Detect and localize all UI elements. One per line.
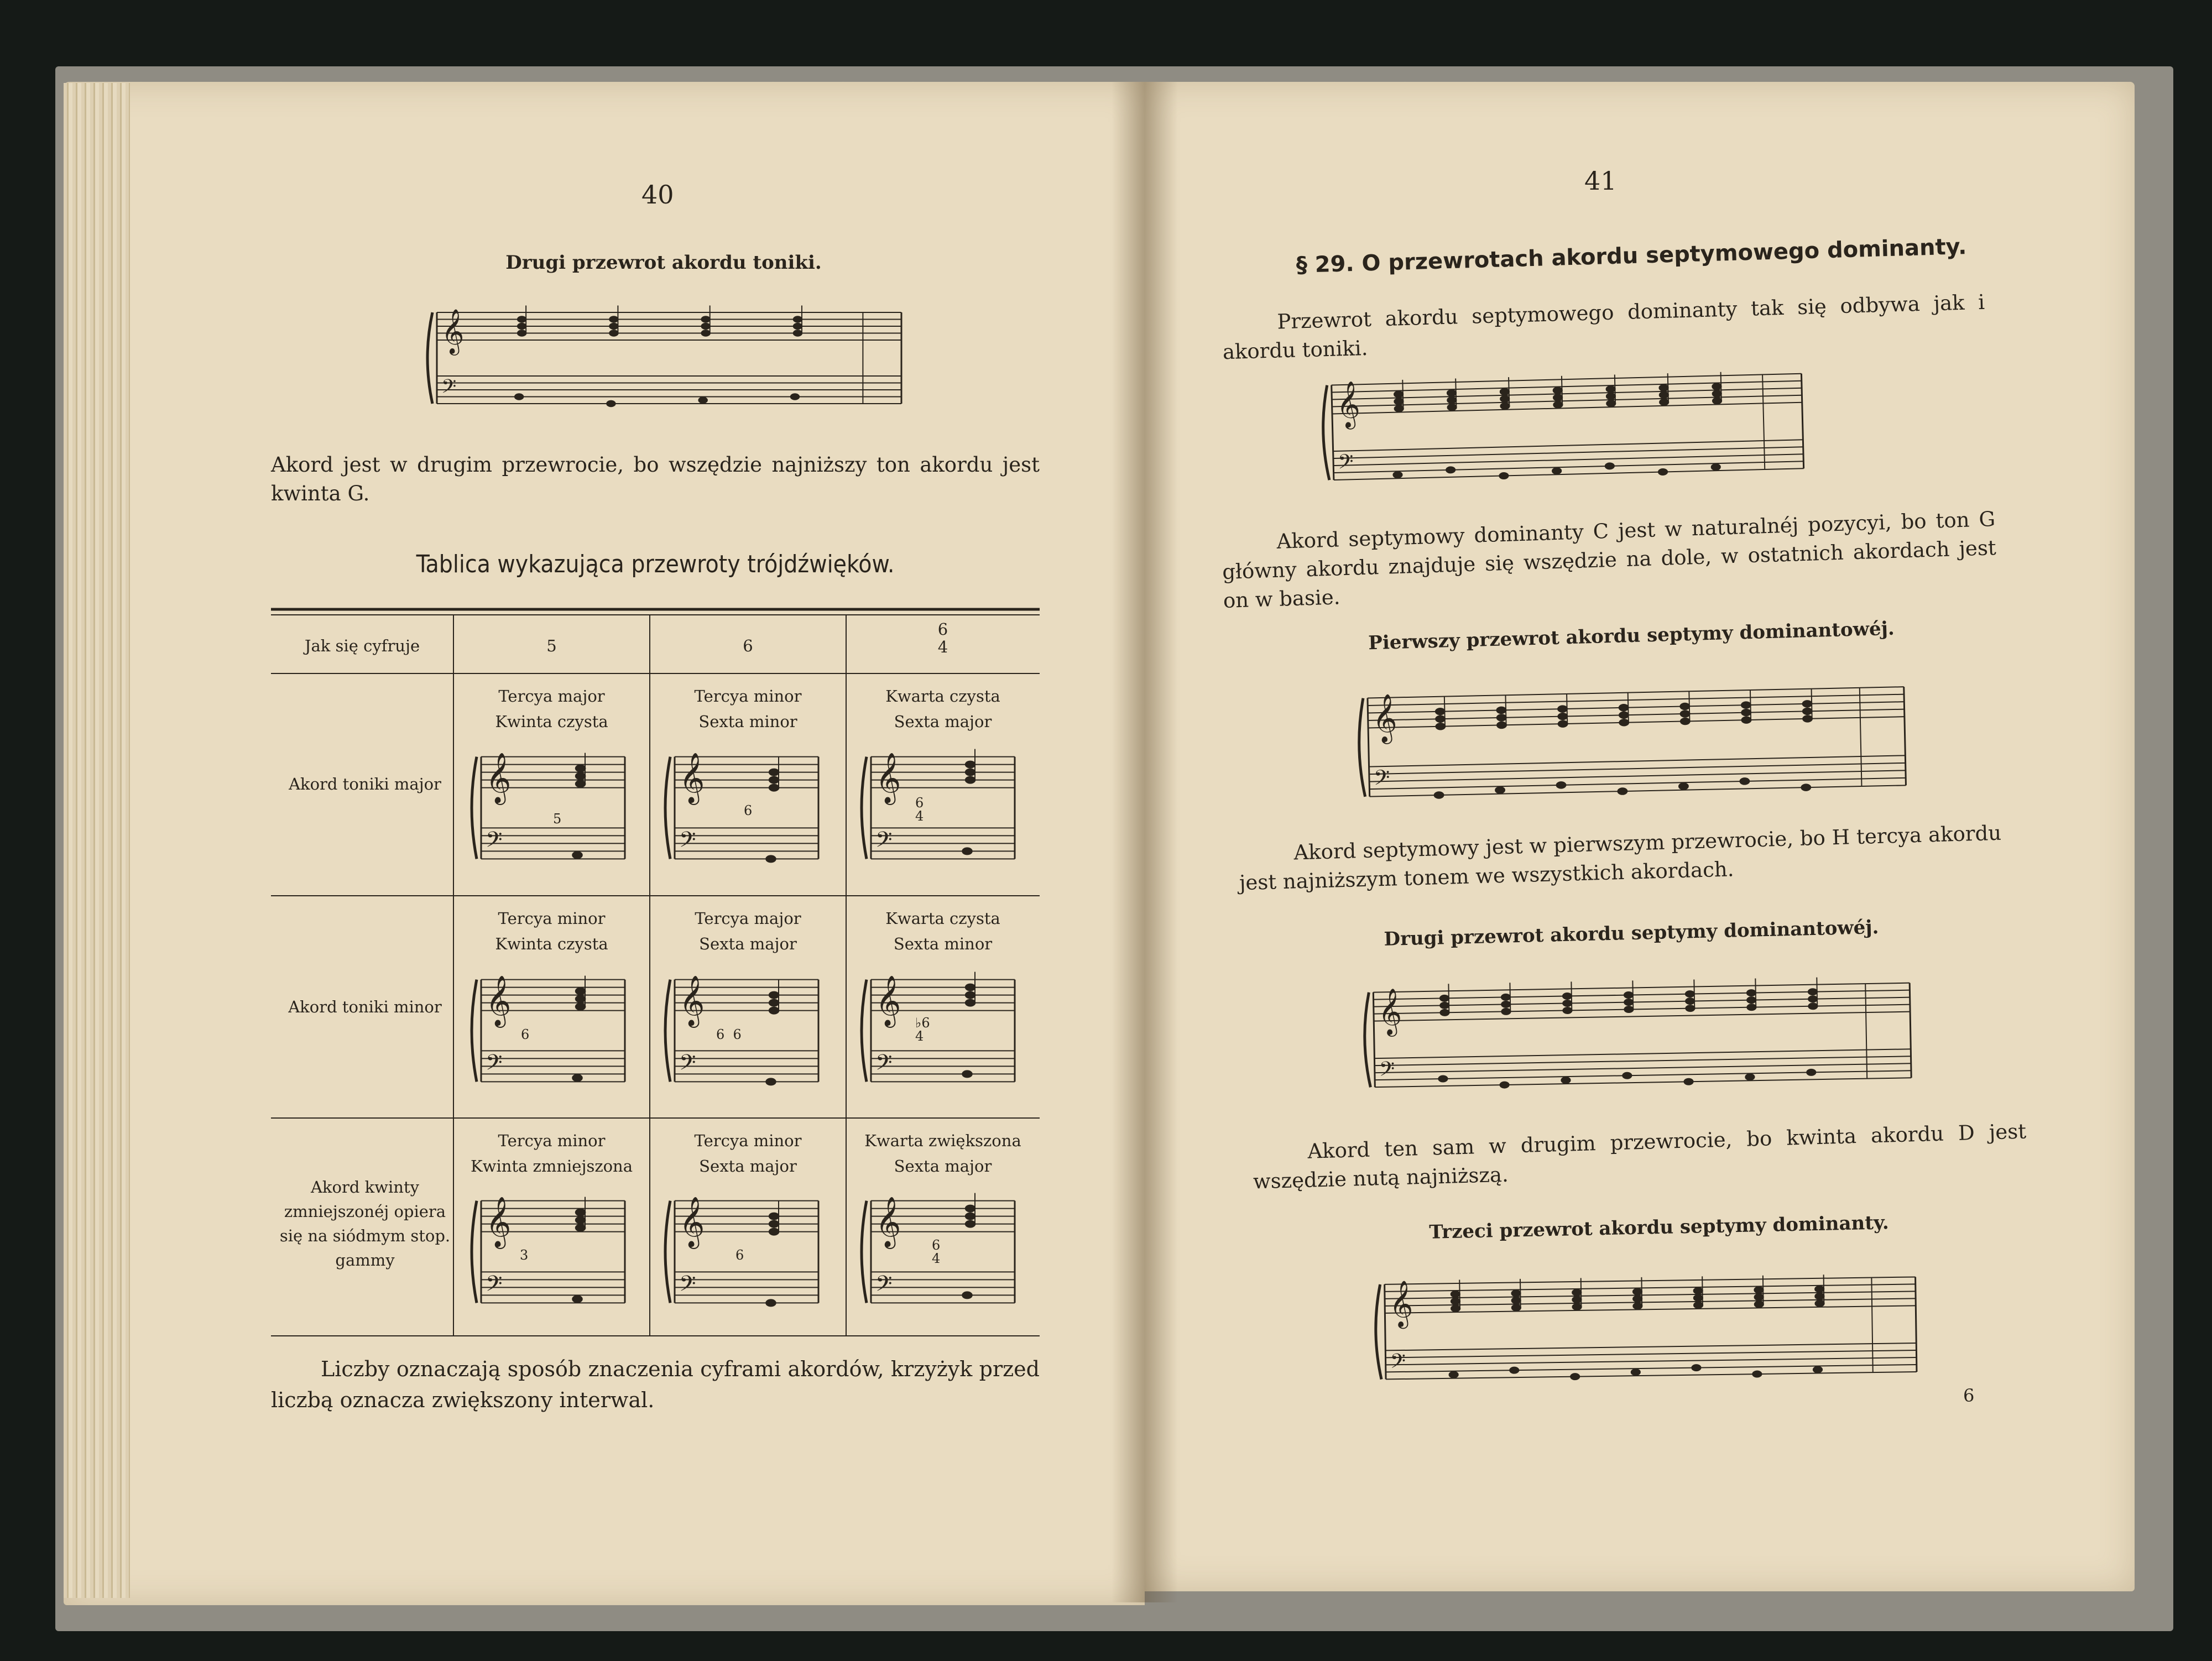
table-column-2: 6 [743,636,753,655]
table-column-1: 5 [546,636,557,655]
music-cell-2-1 [465,961,630,1116]
row-label-2: Akord toniki minor [288,997,442,1016]
music-example-right-1 [1314,356,1815,512]
cell-3-1: Tercya minor Kwinta zmniejszona [470,1131,633,1176]
row-label-3: Akord kwinty zmniejszonéj opiera się na siódmym stop. gammy [279,1178,451,1270]
right-para2: Akord septymowy jest w pierwszym przewrocie, bo H tercya akordu jest najniższym tonem we wszystkich akordach. [1239,821,2002,895]
cell-2-3: Kwarta czysta Sexta minor [885,909,1000,953]
left-paragraph: Akord jest w drugim przewrocie, bo wszędzie najniższy ton akordu jest kwinta G. [271,453,1040,505]
music-example-right-4 [1368,1260,1928,1411]
svg-text:𝄞: 𝄞 [1378,988,1402,1036]
figure-1-1: 5 [553,811,562,827]
svg-text:𝄢: 𝄢 [1390,1349,1406,1378]
svg-text:𝄢: 𝄢 [1337,450,1354,479]
row-label-1: Akord toniki major [289,775,441,793]
svg-text:𝄢: 𝄢 [679,827,696,858]
svg-text:𝄞: 𝄞 [679,753,705,803]
svg-text:𝄢: 𝄢 [875,1050,893,1081]
table-column-3: 6 4 [937,620,948,656]
svg-text:𝄢: 𝄢 [875,1271,893,1302]
svg-text:𝄞: 𝄞 [441,308,465,354]
cell-2-1: Tercya minor Kwinta czysta [495,909,608,953]
cell-1-3: Kwarta czysta Sexta major [885,687,1000,731]
figure-3-3: 6 4 [932,1237,941,1266]
svg-text:𝄢: 𝄢 [486,827,503,858]
music-example-right-2 [1350,668,1917,829]
left-page-number: 40 [641,180,674,210]
cell-2-2: Tercya major Sexta major [695,909,801,953]
music-cell-1-3 [854,738,1020,893]
svg-text:𝄞: 𝄞 [486,1197,512,1247]
svg-text:𝄢: 𝄢 [486,1271,503,1302]
music-cell-2-3 [854,961,1020,1116]
figure-1-3: 6 4 [915,795,924,824]
music-example-right-3 [1357,965,1923,1119]
music-example-left-1 [420,296,918,434]
figure-3-2: 6 [735,1247,744,1263]
svg-text:𝄞: 𝄞 [679,1197,705,1247]
cell-1-1: Tercya major Kwinta czysta [495,687,608,731]
svg-text:𝄞: 𝄞 [1335,380,1361,429]
right-para1: Akord septymowy dominanty C jest w naturalnéj pozycyi, bo ton G główny akordu znajduje się wszędzie na dole, w ostatnich akordach jest on w basie. [1222,507,1997,613]
music-cell-1-1 [465,738,630,893]
table-title: Tablica wykazująca przewroty trójdźwięków. [416,550,895,578]
figure-3-1: 3 [520,1247,529,1263]
svg-text:𝄞: 𝄞 [486,975,512,1026]
right-intro: Przewrot akordu septymowego dominanty tak się odbywa jak i akordu toniki. [1222,290,1985,364]
svg-text:𝄢: 𝄢 [875,827,893,858]
music-cell-1-2 [658,738,824,893]
right-heading2: Pierwszy przewrot akordu septymy dominantowéj. [1368,617,1895,655]
book-gutter [1112,82,1178,1602]
svg-text:𝄞: 𝄞 [486,753,512,803]
right-heading3: Drugi przewrot akordu septymy dominantowéj. [1384,916,1879,950]
left-footnote: Liczby oznaczają sposób znaczenia cyframi akordów, krzyżyk przed liczbą oznacza zwiększony interwal. [271,1357,1040,1412]
figure-2-3: ♭6 4 [915,1015,930,1044]
svg-text:𝄢: 𝄢 [1379,1057,1395,1087]
left-heading: Drugi przewrot akordu toniki. [505,252,822,274]
svg-text:𝄢: 𝄢 [486,1050,503,1081]
cell-3-2: Tercya minor Sexta major [694,1131,802,1176]
figure-2-2: 6 6 [716,1027,742,1042]
svg-text:𝄞: 𝄞 [875,1197,901,1247]
figure-1-2: 6 [744,803,753,818]
right-page-number: 41 [1584,166,1617,196]
svg-text:𝄞: 𝄞 [875,753,901,803]
cell-1-2: Tercya minor Sexta minor [694,687,802,731]
right-heading4: Trzeci przewrot akordu septymy dominanty. [1428,1211,1890,1244]
svg-text:𝄞: 𝄞 [1389,1279,1413,1328]
svg-text:𝄞: 𝄞 [1371,693,1398,743]
music-cell-3-1 [465,1182,630,1337]
svg-text:𝄞: 𝄞 [679,975,705,1026]
svg-text:𝄢: 𝄢 [441,375,457,403]
svg-text:𝄢: 𝄢 [1373,765,1391,795]
table-header-label: Jak się cyfruje [304,636,420,655]
page-edges [64,83,130,1598]
figure-2-1: 6 [521,1027,530,1042]
right-para3: Akord ten sam w drugim przewrocie, bo kwinta akordu D jest wszędzie nutą najniższą. [1253,1119,2027,1194]
svg-text:𝄢: 𝄢 [679,1050,696,1081]
section-heading: § 29. O przewrotach akordu septymowego dominanty. [1296,234,1967,278]
svg-text:𝄢: 𝄢 [679,1271,696,1302]
cell-3-3: Kwarta zwiększona Sexta major [864,1131,1021,1176]
signature-mark: 6 [1963,1385,1975,1406]
svg-text:𝄞: 𝄞 [875,975,901,1026]
